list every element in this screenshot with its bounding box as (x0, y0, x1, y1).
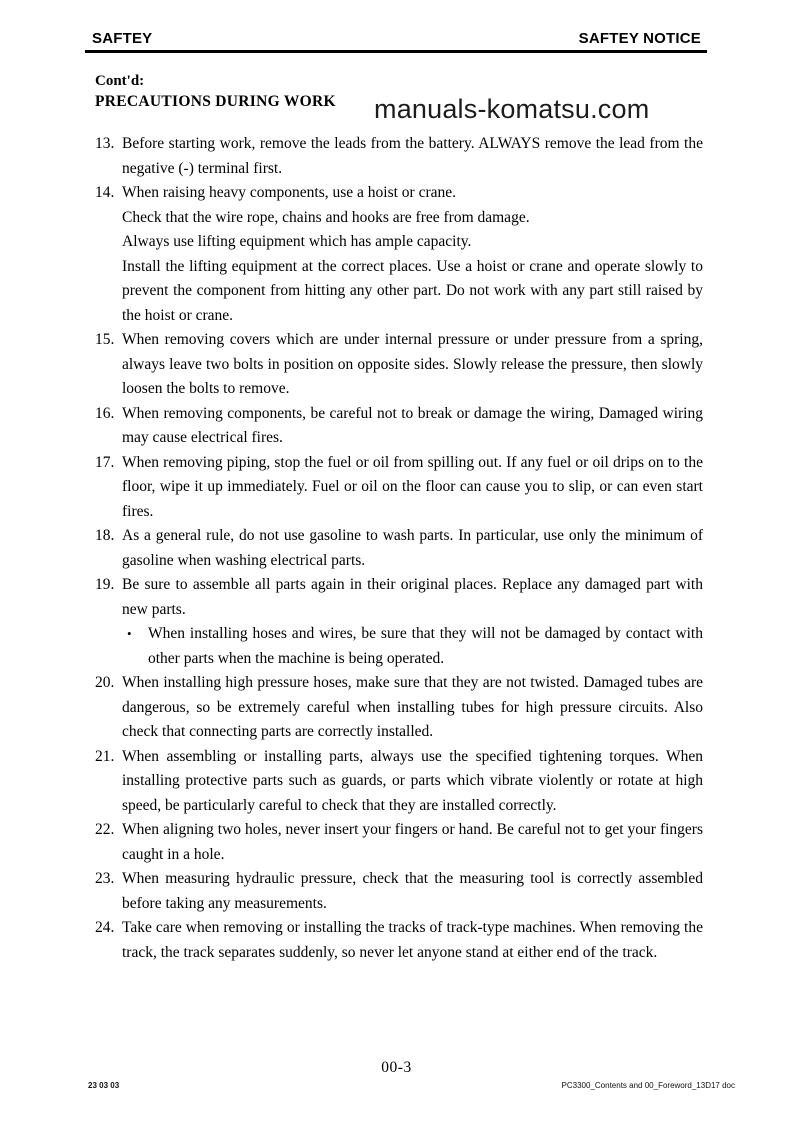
item-number: 22. (95, 821, 115, 838)
page-header (85, 30, 707, 53)
item-body (122, 451, 703, 525)
item-number: 17. (95, 453, 115, 471)
item-number: 16. (95, 404, 115, 422)
item-body (122, 671, 703, 745)
page-number: 00-3 (381, 1059, 412, 1076)
item-paragraph: When measuring hydraulic pressure, check that the measuring tool is correctly assembled before taking any measurements. (122, 870, 703, 912)
list-item (95, 132, 703, 181)
section-title: PRECAUTIONS DURING WORK (95, 93, 336, 110)
item-body (122, 402, 703, 451)
precautions-list (95, 132, 703, 965)
item-number: 21. (95, 747, 115, 765)
item-paragraph: When raising heavy components, use a hoist or crane. (122, 184, 457, 201)
header-right-title: SAFTEY NOTICE (578, 30, 701, 47)
list-item (95, 573, 703, 671)
item-number: 14. (95, 184, 115, 201)
item-paragraph: Install the lifting equipment at the correct places. Use a hoist or crane and operate slowly to prevent the component from hitting any other part. Do not work with any part still raised by the hoist or crane. (122, 257, 703, 324)
header-left-title: SAFTEY (92, 30, 153, 47)
item-paragraph: When removing components, be careful not to break or damage the wiring, Damaged wiring may cause electrical fires. (122, 404, 703, 446)
list-item (95, 451, 703, 525)
bullet-text: When installing hoses and wires, be sure that they will not be damaged by contact with other parts when the machine is being operated. (148, 625, 703, 667)
item-paragraph: Check that the wire rope, chains and hooks are free from damage. (122, 208, 530, 226)
bullet-item (122, 622, 703, 671)
item-paragraph: When installing high pressure hoses, make sure that they are not twisted. Damaged tubes are dangerous, so be extremely careful when installing tubes for high pressure circuits. Also check that connecting parts are correctly installed. (122, 674, 703, 740)
list-item (95, 402, 703, 451)
list-item (95, 524, 703, 573)
item-body (122, 867, 703, 916)
contd-label: Cont'd: (95, 73, 145, 89)
item-paragraph: As a general rule, do not use gasoline to wash parts. In particular, use only the minimum of gasoline when washing electrical parts. (122, 527, 703, 569)
list-item (95, 328, 703, 402)
list-item (95, 818, 703, 867)
bullet-icon: • (127, 626, 132, 641)
item-paragraph: When removing covers which are under internal pressure or under pressure from a spring, always leave two bolts in position on opposite sides. Slowly release the pressure, then slowly loosen the bolts to remove. (122, 331, 703, 397)
list-item (95, 916, 703, 965)
list-item (95, 867, 703, 916)
item-paragraph: When assembling or installing parts, always use the specified tightening torques. When installing protective parts such as guards, or parts which vibrate violently or rotate at high speed, be particularly careful to check that they are installed correctly. (122, 747, 703, 814)
item-body (122, 916, 703, 965)
item-number: 13. (95, 135, 115, 152)
item-body (122, 818, 703, 867)
item-paragraph: When removing piping, stop the fuel or oil from spilling out. If any fuel or oil drips on to the floor, wipe it up immediately. Fuel or oil on the floor can cause you to slip, or can even start fires. (122, 453, 703, 520)
list-item (95, 671, 703, 745)
item-number: 15. (95, 331, 115, 348)
item-body (122, 573, 703, 671)
list-item (95, 181, 703, 328)
watermark-text: manuals-komatsu.com (374, 94, 650, 124)
item-paragraph: Always use lifting equipment which has ample capacity. (122, 233, 472, 250)
item-number: 24. (95, 919, 115, 936)
item-body (122, 745, 703, 819)
item-paragraph: When aligning two holes, never insert your fingers or hand. Be careful not to get your fingers caught in a hole. (122, 821, 703, 863)
item-body (122, 328, 703, 402)
footer-file-name: PC3300_Contents and 00_Foreword_13D17 doc (561, 1081, 735, 1090)
item-body (122, 132, 703, 181)
header-divider (85, 50, 707, 53)
item-number: 19. (95, 576, 115, 593)
list-item (95, 745, 703, 819)
item-number: 20. (95, 674, 115, 691)
item-number: 18. (95, 527, 115, 544)
item-paragraph: Be sure to assemble all parts again in their original places. Replace any damaged part with new parts. (122, 576, 703, 618)
item-paragraph: Take care when removing or installing the tracks of track-type machines. When removing the track, the track separates suddenly, so never let anyone stand at either end of the track. (122, 919, 703, 961)
item-body (122, 524, 703, 573)
footer-date-stamp: 23 03 03 (88, 1081, 120, 1090)
item-number: 23. (95, 870, 115, 887)
item-body (122, 181, 703, 328)
item-paragraph: Before starting work, remove the leads from the battery. ALWAYS remove the lead from the negative (-) terminal first. (122, 135, 703, 177)
